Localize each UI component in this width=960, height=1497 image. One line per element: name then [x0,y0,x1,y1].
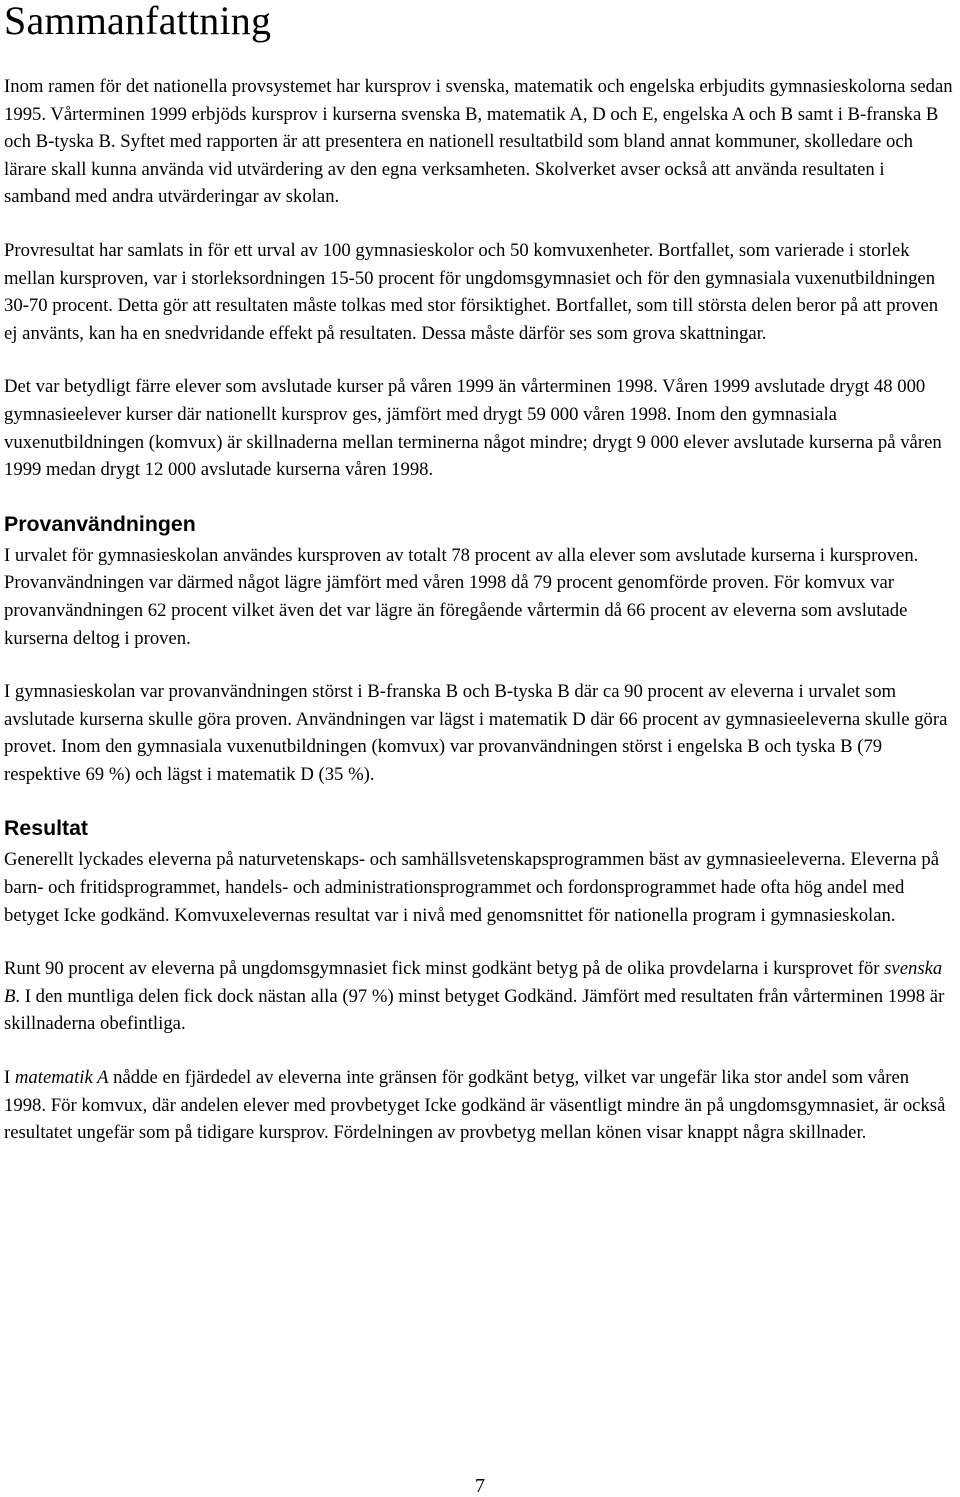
resultat-paragraph-3-start: I [4,1067,15,1089]
resultat-paragraph-2-start: Runt 90 procent av eleverna på ungdomsgymnasiet fick minst godkänt betyg på de olika provdelarna i kursprovet för [4,958,885,980]
resultat-paragraph-1: Generellt lyckades eleverna på naturvetenskaps- och samhällsvetenskapsprogrammen bäst av gymnasieeleverna. Eleverna på barn- och fritidsprogrammet, handels- och administrationsprogrammet och fordonsprogrammet hade ofta hög andel med betyget Icke godkänd. Komvuxelevernas resultat var i nivå med genomsnittet för nationella program i gymnasieskolan. [4,849,940,926]
provanvandningen-paragraph-1: I urvalet för gymnasieskolan användes kursproven av totalt 78 procent av alla elever som avslutade kurserna i kursproven. Provanvändningen var därmed något lägre jämfört med våren 1998 då 79 procent genomförde proven. För komvux var provanvändningen 62 procent vilket även det var lägre än föregående vårtermin då 66 procent av eleverna som avslutade kurserna deltog i proven. [4,544,919,649]
course-name-matematik-a: matematik A [14,1067,109,1089]
intro-paragraph-3: Det var betydligt färre elever som avslutade kurser på våren 1999 än vårterminen 1998. Våren 1999 avslutade drygt 48 000 gymnasieelever kurser där nationellt kursprov ges, jämfört med drygt 59 000 våren 1998. Inom den gymnasiala vuxenutbildningen (komvux) är skillnaderna mellan terminerna något mindre; drygt 9 000 elever avslutade kurserna på våren 1999 medan drygt 12 000 avslutade kurserna våren 1998. [4,376,942,481]
resultat-paragraph-3 [4,1064,954,1147]
section-heading-provanvandningen: Provanvändningen [4,511,196,536]
intro-paragraph-1-text: Inom ramen för det nationella provsystemet har kursprov i svenska, matematik och engelska erbjudits gymnasieskolorna sedan 1995. Vårterminen 1999 erbjöds kursprov i kurserna svenska B, matematik A, D och E, engelska A och B samt i B-franska B och B-tyska B. Syftet med rapporten är att presentera en nationell resultatbild som bland annat kommuner, skolledare och lärare skall kunna använda vid utvärdering av den egna verksamheten. Skolverket avser också att använda [4,76,953,180]
resultat-paragraph-2 [4,955,954,1038]
intro-paragraph-1 [4,73,954,211]
resultat-paragraph-2-end: . I den muntliga delen fick dock nästan alla (97 %) minst betyget Godkänd. Jämfört med resultaten från vårterminen 1998 är skillnaderna obefintliga. [4,985,945,1035]
section-heading-resultat: Resultat [4,816,89,841]
intro-paragraph-2: Provresultat har samlats in för ett urval av 100 gymnasieskolor och 50 komvuxenheter. Bortfallet, som varierade i storlek mellan kursproven, var i storleksordningen 15-50 procent för ungdomsgymnasiet och för den gymnasiala vuxenutbildningen 30-70 procent. Detta gör att resultaten måste tolkas med stor försiktighet. Bortfallet, som till största delen beror på att proven ej använts, kan ha en snedvridande effekt på resultaten. Dessa måste därför ses som grova skattningar. [4,239,939,344]
course-name-svenska-b: svenska B [4,958,943,1007]
resultat-paragraph-3-end: nådde en fjärdedel av eleverna inte gränsen för godkänt betyg, vilket var ungefär lika stor andel som våren 1998. För komvux, där andelen elever med provbetyget Icke godkänd är väsentligt mindre än på ungdomsgymnasiet, är också resultatet ungefär som på tidigare kursprov. Fördelningen av provbetyg mellan könen visar knappt några skillnader. [4,1067,946,1144]
provanvandningen-paragraph-2: I gymnasieskolan var provanvändningen störst i B-franska B och B-tyska B där ca 90 procent av eleverna i urvalet som avslutade kurserna skulle göra proven. Användningen var lägst i matematik D där 66 procent av gymnasieeleverna skulle göra provet. Inom den gymnasiala vuxenutbildningen (komvux) var provanvändningen störst i engelska B och tyska B (79 respektive 69 %) och lägst i matematik D (35 %). [4,681,948,785]
intro-paragraph-1-end: resultaten i samband med andra utvärderingar av skolan. [4,158,885,208]
page-title: Sammanfattning [4,0,272,43]
document-page [4,0,954,1147]
page-number: 7 [475,1475,485,1497]
